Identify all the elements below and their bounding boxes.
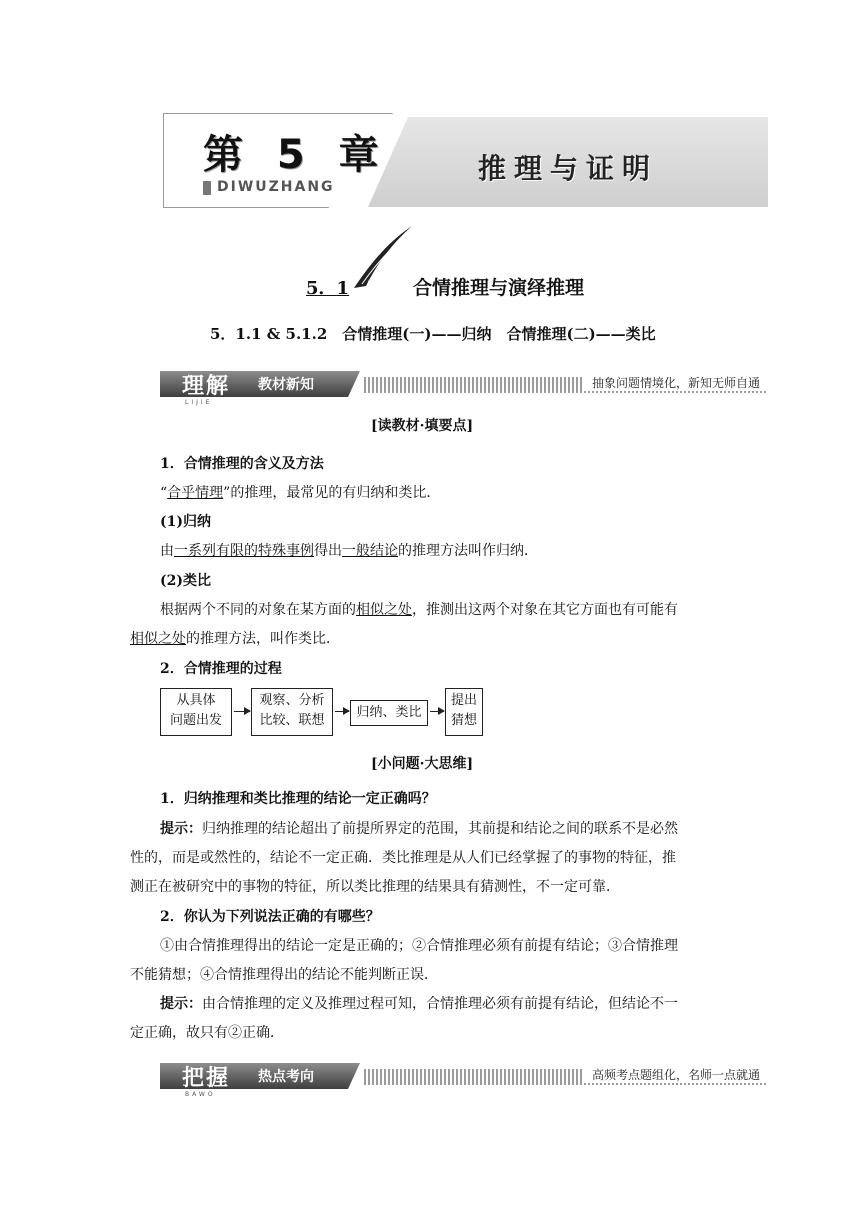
question-1: 1．归纳推理和类比推理的结论一定正确吗？ <box>160 791 436 807</box>
chapter-banner <box>163 113 768 208</box>
flow-arrow-1 <box>234 711 250 712</box>
flow-step-1: 从具体 问题出发 <box>160 688 232 736</box>
item1-heading: 1．合情推理的含义及方法 <box>160 456 324 472</box>
chapter-code: DIWUZHANG <box>203 179 335 195</box>
item1-sub2: (2)类比 <box>160 573 211 589</box>
flow-arrow-3 <box>430 711 444 712</box>
item2-heading: 2．合情推理的过程 <box>160 661 282 677</box>
q2-hint-line1: 提示：由合情推理的定义及推理过程可知，合情推理必须有前提有结论，但结论不一 <box>160 996 678 1012</box>
q2-options-line1: ①由合情推理得出的结论一定是正确的；②合情推理必须有前提有结论；③合情推理 <box>160 938 678 954</box>
header-pinyin: BAWO <box>185 1091 216 1098</box>
item1-line2: 由一系列有限的特殊事例得出一般结论的推理方法叫作归纳． <box>160 543 538 559</box>
item1-line3: 根据两个不同的对象在某方面的相似之处，推测出这两个对象在其它方面也有可能有 <box>160 602 678 618</box>
section-header-master <box>160 1061 768 1098</box>
read-label: [读教材·填要点] <box>371 418 474 434</box>
swoosh-decoration <box>352 224 414 290</box>
subsection-title: 5．1.1 & 5.1.2 合情推理(一)——归纳 合情推理(二)——类比 <box>210 325 656 343</box>
header-slogan: 高频考点题组化，名师一点就通 <box>584 1066 768 1083</box>
flow-step-2: 观察、分析 比较、联想 <box>251 688 333 736</box>
q1-hint-line3: 测正在被研究中的事物的特征，所以类比推理的结果具有猜测性，不一定可靠． <box>130 879 620 895</box>
q2-hint-line2: 定正确，故只有②正确． <box>130 1025 284 1041</box>
section-number: 5．1 <box>306 278 350 299</box>
think-label: [小问题·大思维] <box>371 756 474 772</box>
item1-sub1: (1)归纳 <box>160 514 211 530</box>
section-title: 合情推理与演绎推理 <box>413 277 585 299</box>
header-slogan: 抽象问题情境化，新知无师自通 <box>584 374 768 391</box>
header-main-label: 理解 <box>182 374 231 399</box>
flow-arrow-2 <box>335 711 349 712</box>
item1-line1: “合乎情理”的推理，最常见的有归纳和类比． <box>160 485 441 501</box>
header-pinyin: LIJIE <box>185 399 213 406</box>
flow-step-3: 归纳、类比 <box>350 700 428 726</box>
header-sub-label: 热点考向 <box>258 1069 314 1085</box>
question-2: 2．你认为下列说法正确的有哪些？ <box>160 909 380 925</box>
flow-step-4: 提出 猜想 <box>445 688 483 736</box>
section-header-understand <box>160 369 768 406</box>
q1-hint-line2: 性的，而是或然性的，结论不一定正确．类比推理是从人们已经掌握了的事物的特征，推 <box>130 850 676 866</box>
q1-hint-line1: 提示：归纳推理的结论超出了前提所界定的范围，其前提和结论之间的联系不是必然 <box>160 821 678 837</box>
q2-options-line2: 不能猜想；④合情推理得出的结论不能判断正误． <box>130 967 438 983</box>
header-main-label: 把握 <box>182 1066 231 1091</box>
chapter-name: 推理与证明 <box>478 152 659 185</box>
item1-line4: 相似之处的推理方法，叫作类比． <box>130 631 340 647</box>
chapter-title: 第 5 章 <box>203 132 389 178</box>
header-sub-label: 教材新知 <box>258 377 314 393</box>
